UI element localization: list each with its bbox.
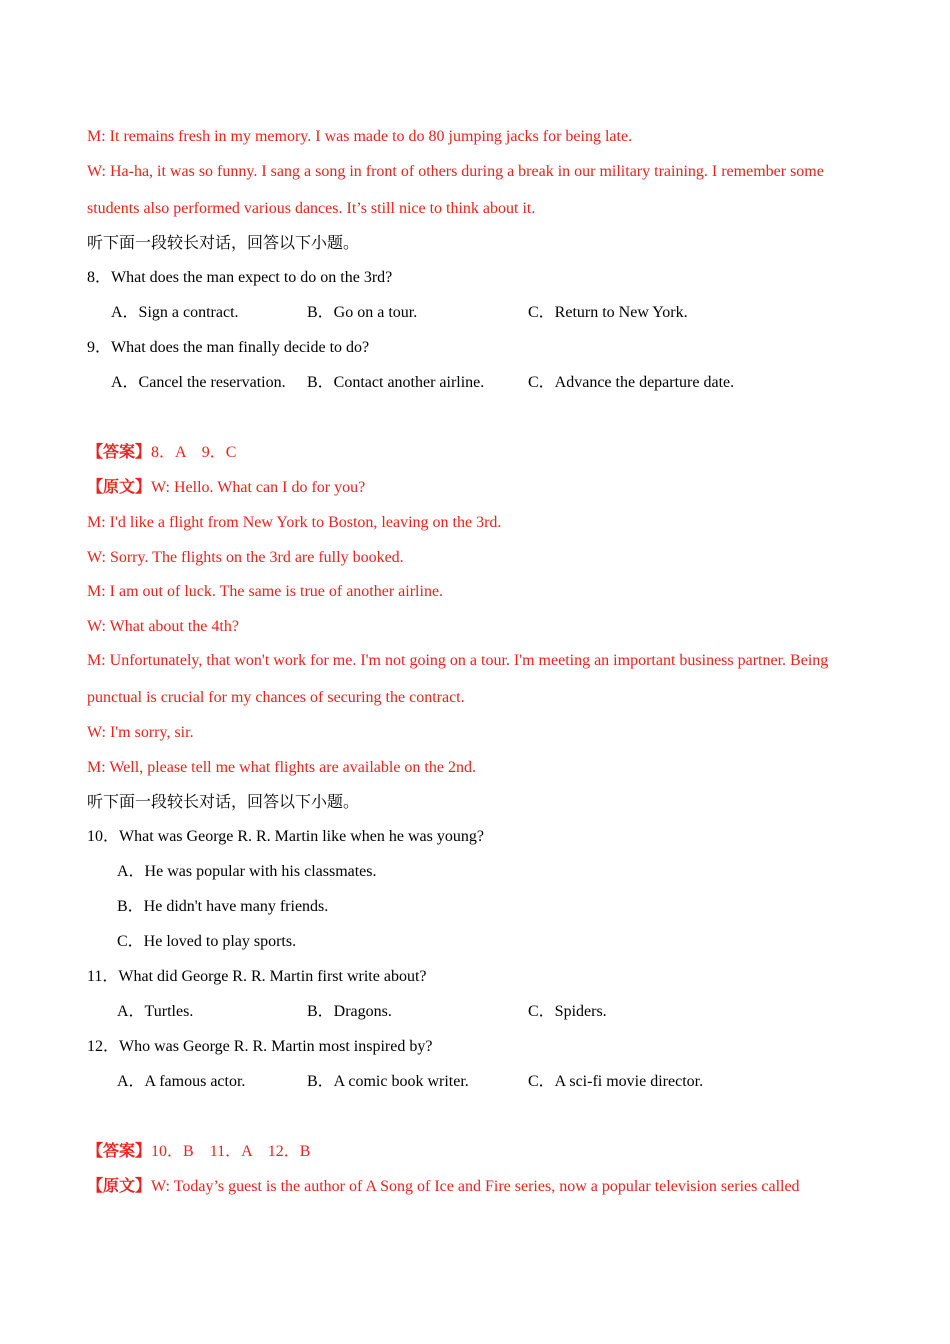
q10-option-b: B．He didn't have many friends. (117, 898, 329, 915)
script-line: M: I'd like a flight from New York to Boston, leaving on the 3rd. (87, 514, 502, 531)
answer-tag-open: 【 (87, 444, 104, 461)
answer-tag-close: 】 (135, 1143, 152, 1160)
script-tag: 原文 (103, 1178, 136, 1195)
dialogue-line: M: It remains fresh in my memory. I was made to do 80 jumping jacks for being late. (87, 128, 633, 145)
answer-line (87, 443, 236, 463)
q12-option-c: C．A sci-fi movie director. (528, 1073, 704, 1090)
script-tag-close: 】 (135, 1178, 152, 1195)
dialogue-line: students also performed various dances. It’s still nice to think about it. (87, 200, 536, 217)
script-line: M: Well, please tell me what flights are available on the 2nd. (87, 759, 476, 776)
answer-text: 8．A 9．C (151, 444, 237, 461)
script-line (87, 478, 365, 498)
script-tag-close: 】 (135, 479, 152, 496)
answer-tag-close: 】 (135, 444, 152, 461)
q10-option-a: A．He was popular with his classmates. (117, 863, 377, 880)
q9-option-c: C．Advance the departure date. (528, 374, 735, 391)
script-line: punctual is crucial for my chances of securing the contract. (87, 689, 465, 706)
answer-tag-open: 【 (87, 1143, 104, 1160)
instruction: 听下面一段较长对话，回答以下小题。 (87, 235, 360, 252)
instruction: 听下面一段较长对话，回答以下小题。 (87, 794, 360, 811)
script-tag-open: 【 (87, 1178, 104, 1195)
answer-tag: 答案 (103, 1143, 136, 1160)
q11-option-a: A．Turtles. (117, 1003, 194, 1020)
question-11: 11．What did George R. R. Martin first write about? (87, 968, 427, 985)
question-10: 10．What was George R. R. Martin like when he was young? (87, 828, 484, 845)
question-12: 12．Who was George R. R. Martin most inspired by? (87, 1038, 433, 1055)
dialogue-line: W: Ha-ha, it was so funny. I sang a song in front of others during a break in our military training. I remember some (87, 163, 824, 180)
script-first-line: W: Today’s guest is the author of A Song of Ice and Fire series, now a popular television series called (151, 1178, 800, 1195)
script-first-line: W: Hello. What can I do for you? (151, 479, 366, 496)
script-tag-open: 【 (87, 479, 104, 496)
q8-option-b: B．Go on a tour. (307, 304, 418, 321)
script-line: M: I am out of luck. The same is true of another airline. (87, 583, 444, 600)
script-line: W: What about the 4th? (87, 618, 239, 635)
script-line (87, 1177, 800, 1197)
question-8: 8．What does the man expect to do on the 3rd? (87, 269, 393, 286)
answer-text: 10．B 11．A 12．B (151, 1143, 311, 1160)
script-line: M: Unfortunately, that won't work for me. I'm not going on a tour. I'm meeting an important business partner. Being (87, 652, 829, 669)
answer-line (87, 1142, 310, 1162)
script-line: W: I'm sorry, sir. (87, 724, 194, 741)
script-line: W: Sorry. The flights on the 3rd are fully booked. (87, 549, 404, 566)
answer-tag: 答案 (103, 444, 136, 461)
q8-option-c: C．Return to New York. (528, 304, 688, 321)
q9-option-a: A．Cancel the reservation. (111, 374, 286, 391)
q11-option-c: C．Spiders. (528, 1003, 607, 1020)
q12-option-a: A．A famous actor. (117, 1073, 246, 1090)
question-9: 9．What does the man finally decide to do? (87, 339, 370, 356)
script-tag: 原文 (103, 479, 136, 496)
q11-option-b: B．Dragons. (307, 1003, 392, 1020)
q9-option-b: B．Contact another airline. (307, 374, 485, 391)
q10-option-c: C．He loved to play sports. (117, 933, 297, 950)
q12-option-b: B．A comic book writer. (307, 1073, 469, 1090)
q8-option-a: A．Sign a contract. (111, 304, 239, 321)
